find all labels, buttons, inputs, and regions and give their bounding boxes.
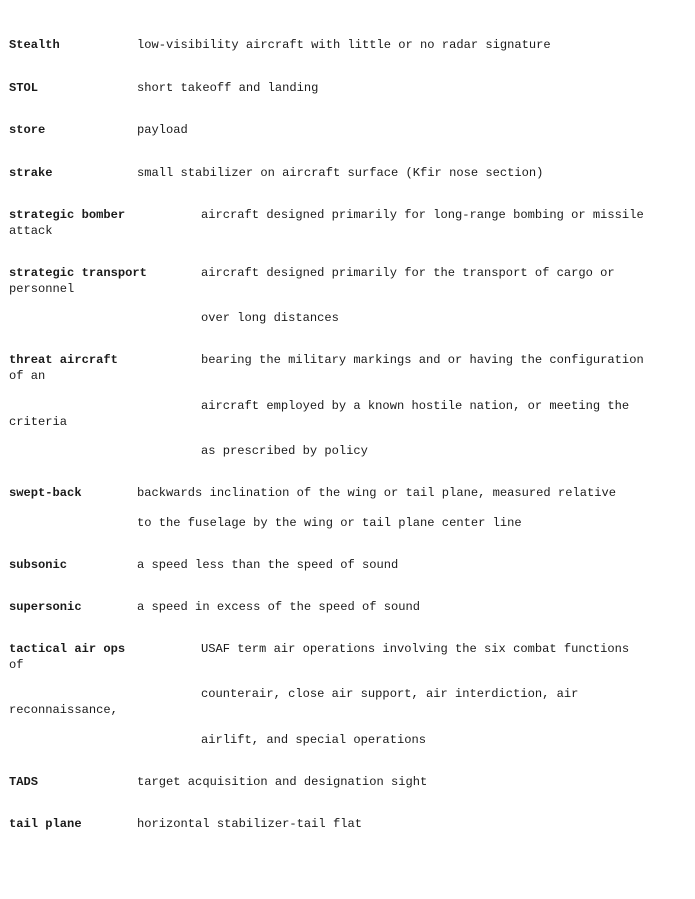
glossary-definition: low-visibility aircraft with little or no radar signature <box>137 38 551 52</box>
glossary-definition: aircraft designed primarily for the transport of cargo or <box>201 266 615 280</box>
glossary-definition: as prescribed by policy <box>201 444 368 458</box>
glossary-term: threat aircraft <box>9 353 118 367</box>
glossary-definition: bearing the military markings and or having the configuration <box>201 353 644 367</box>
glossary-definition: a speed in excess of the speed of sound <box>137 600 421 614</box>
glossary-term: strategic transport <box>9 266 147 280</box>
glossary-term: strategic bomber <box>9 208 126 222</box>
glossary-definition: short takeoff and landing <box>137 81 319 95</box>
glossary-definition-wrap: reconnaissance, <box>9 703 118 717</box>
glossary-definition: small stabilizer on aircraft surface (Kfir nose section) <box>137 166 544 180</box>
glossary-term: strake <box>9 166 53 180</box>
glossary-definition: horizontal stabilizer-tail flat <box>137 817 362 831</box>
glossary-definition: aircraft designed primarily for long-range bombing or missile <box>201 208 644 222</box>
glossary-definition: target acquisition and designation sight <box>137 775 428 789</box>
glossary-definition: counterair, close air support, air interdiction, air <box>201 687 579 701</box>
glossary-term: store <box>9 123 46 137</box>
glossary-term: TADS <box>9 775 39 789</box>
glossary-term: supersonic <box>9 600 82 614</box>
glossary-definition: over long distances <box>201 311 339 325</box>
glossary-term: subsonic <box>9 558 68 572</box>
glossary-definition-wrap: attack <box>9 224 53 238</box>
glossary-definition: to the fuselage by the wing or tail plane center line <box>137 516 522 530</box>
glossary-term: Stealth <box>9 38 60 52</box>
glossary-definition: USAF term air operations involving the six combat functions <box>201 642 630 656</box>
glossary-definition-wrap: personnel <box>9 282 75 296</box>
glossary-definition: a speed less than the speed of sound <box>137 558 399 572</box>
glossary-definition-wrap: criteria <box>9 415 68 429</box>
glossary-definition-wrap: of an <box>9 369 46 383</box>
glossary-term: swept-back <box>9 486 82 500</box>
glossary-definition: aircraft employed by a known hostile nation, or meeting the <box>201 399 630 413</box>
glossary-definition: airlift, and special operations <box>201 733 426 747</box>
glossary-term: tail plane <box>9 817 82 831</box>
glossary-term: tactical air ops <box>9 642 126 656</box>
glossary-definition: backwards inclination of the wing or tail plane, measured relative <box>137 486 616 500</box>
glossary-term: STOL <box>9 81 39 95</box>
glossary-definition-wrap: of <box>9 658 24 672</box>
glossary-definition: payload <box>137 123 188 137</box>
